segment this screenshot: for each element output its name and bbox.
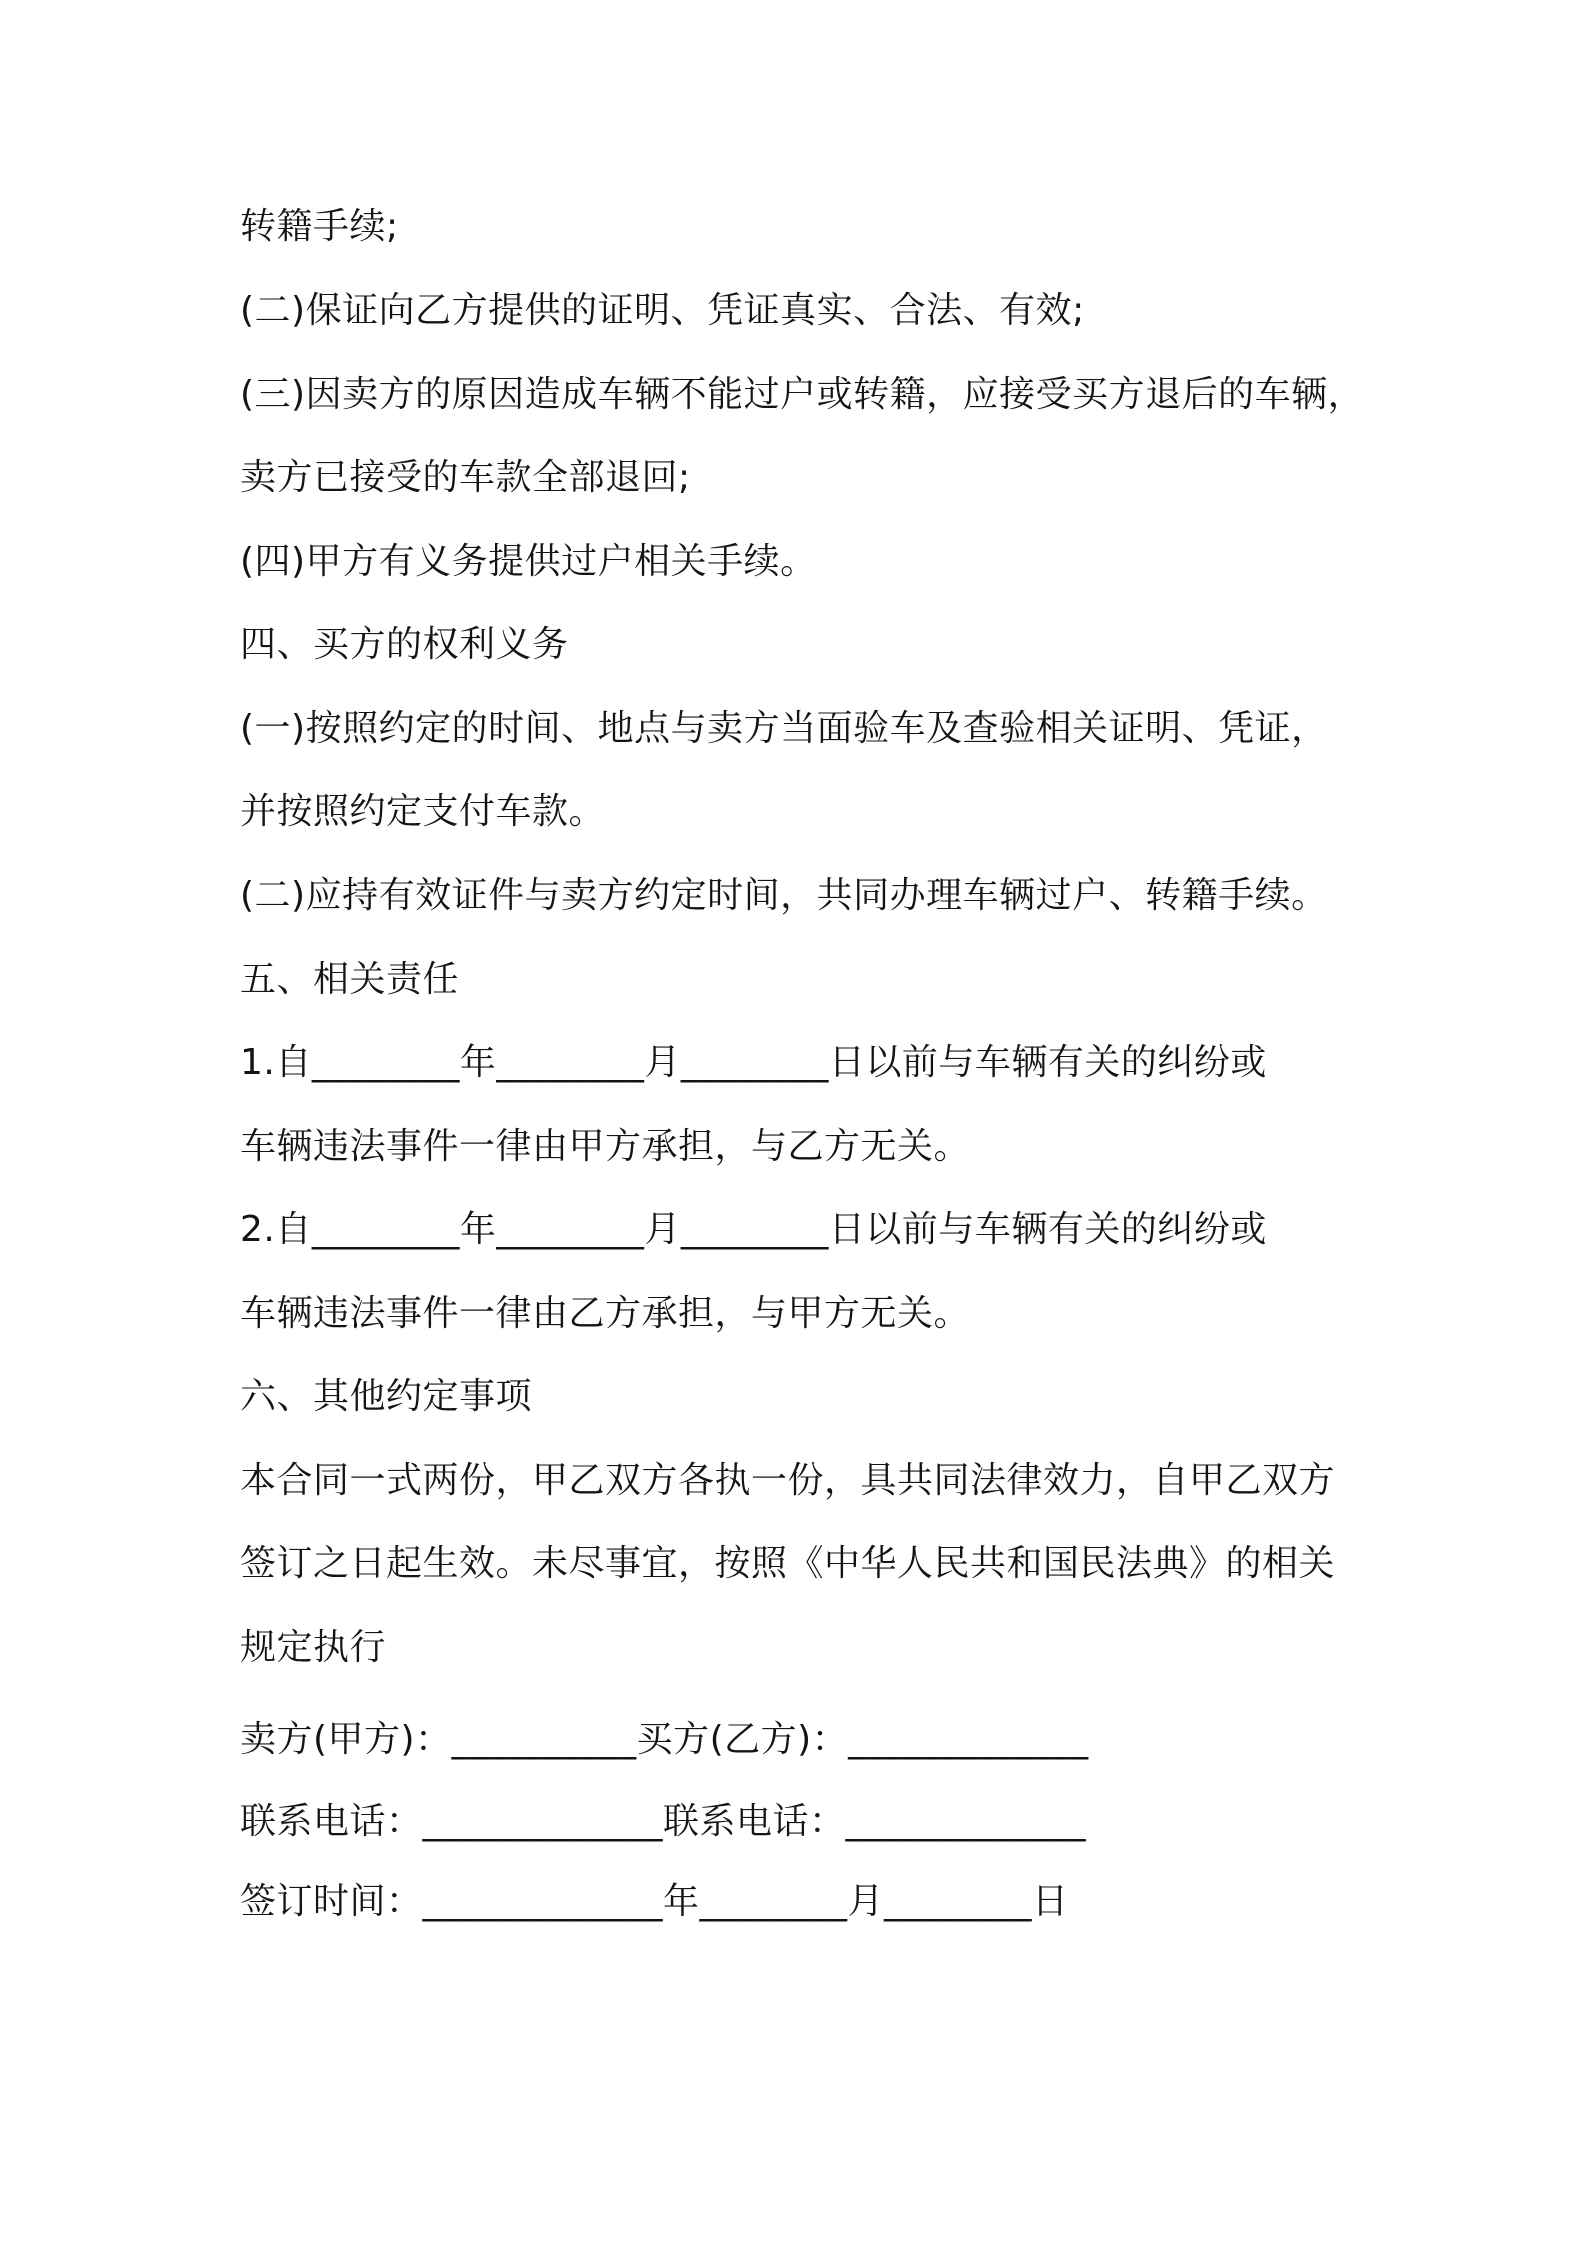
signature-line: 卖方(甲方)：__________买方(乙方)：_____________ — [240, 1719, 1089, 1760]
text-line: 签订之日起生效。未尽事宜，按照《中华人民共和国民法典》的相关 — [240, 1543, 1336, 1584]
text-line: (二)保证向乙方提供的证明、凭证真实、合法、有效; — [240, 290, 1085, 331]
text-line: 车辆违法事件一律由乙方承担，与甲方无关。 — [240, 1293, 971, 1334]
text-line: (三)因卖方的原因造成车辆不能过户或转籍，应接受买方退后的车辆， — [240, 374, 1365, 415]
text-line: 车辆违法事件一律由甲方承担，与乙方无关。 — [240, 1126, 971, 1167]
text-line: (一)按照约定的时间、地点与卖方当面验车及查验相关证明、凭证， — [240, 708, 1328, 749]
text-line: (四)甲方有义务提供过户相关手续。 — [240, 541, 817, 582]
text-line: 2.自________年________月________日以前与车辆有关的纠纷或 — [240, 1209, 1267, 1250]
text-line: 1.自________年________月________日以前与车辆有关的纠纷或 — [240, 1042, 1267, 1083]
section-heading: 四、买方的权利义务 — [240, 624, 569, 665]
signature-line: 签订时间：_____________年________月________日 — [240, 1881, 1069, 1922]
text-line: (二)应持有效证件与卖方约定时间，共同办理车辆过户、转籍手续。 — [240, 875, 1328, 916]
section-heading: 六、其他约定事项 — [240, 1376, 533, 1417]
text-line: 规定执行 — [240, 1627, 387, 1668]
text-line: 并按照约定支付车款。 — [240, 791, 606, 832]
text-line: 本合同一式两份，甲乙双方各执一份，具共同法律效力，自甲乙双方 — [240, 1460, 1336, 1501]
text-line: 卖方已接受的车款全部退回; — [240, 457, 691, 498]
section-heading: 五、相关责任 — [240, 959, 460, 1000]
signature-line: 联系电话：_____________联系电话：_____________ — [240, 1801, 1087, 1842]
text-line: 转籍手续; — [240, 206, 399, 247]
